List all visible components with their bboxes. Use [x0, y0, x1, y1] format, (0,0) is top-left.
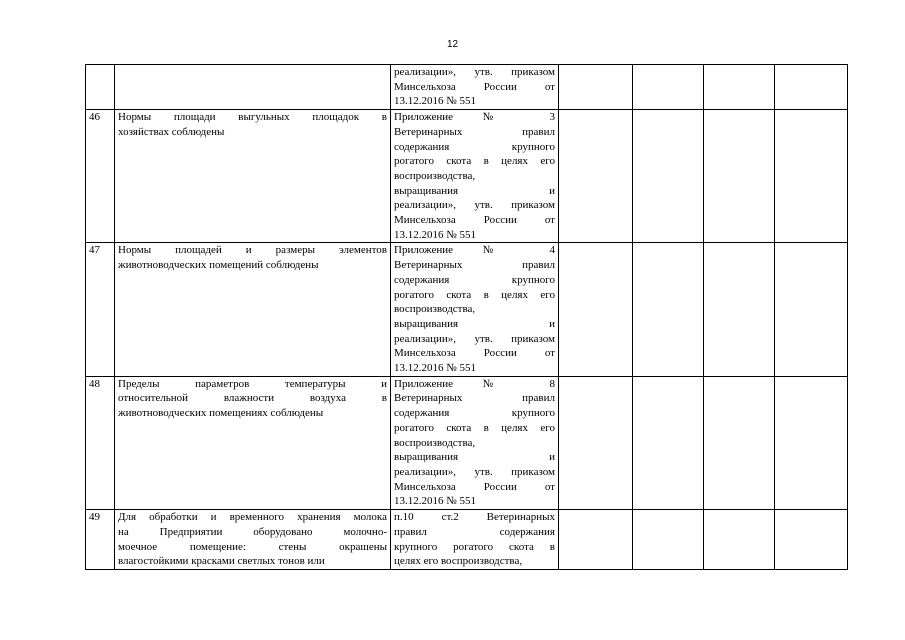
- table-row: [86, 243, 848, 376]
- document-cell-line: воспроизводства,: [394, 436, 476, 449]
- document-cell-line: рогатого скота в целях его: [394, 421, 555, 434]
- answer-cell[interactable]: [775, 376, 848, 509]
- answer-cell[interactable]: [704, 376, 775, 509]
- document-cell-line: Ветеринарных правил: [394, 125, 555, 138]
- answer-cell[interactable]: [775, 110, 848, 243]
- answer-cell[interactable]: [704, 65, 775, 110]
- document-cell: [391, 243, 559, 376]
- document-cell-line: целях его воспроизводства,: [394, 555, 523, 568]
- document-cell-line: рогатого скота в целях его: [394, 288, 555, 301]
- document-cell: [391, 110, 559, 243]
- requirement-cell-line: Нормы площадей и размеры элементов: [118, 244, 387, 257]
- requirement-cell: [115, 510, 391, 570]
- table-row: [86, 510, 848, 570]
- row-number-cell: 46: [86, 110, 115, 243]
- row-number-cell: [86, 65, 115, 110]
- checklist-body: [86, 65, 848, 570]
- document-cell-line: реализации», утв. приказом: [394, 66, 555, 78]
- answer-cell[interactable]: [775, 510, 848, 570]
- answer-cell[interactable]: [633, 65, 704, 110]
- document-cell-line: содержания крупного: [394, 273, 555, 286]
- document-cell-line: выращивания и: [394, 317, 555, 330]
- answer-cell[interactable]: [559, 243, 633, 376]
- document-cell-line: Приложение № 8: [394, 377, 555, 390]
- document-cell-line: Минсельхоза России от: [394, 80, 555, 93]
- answer-cell[interactable]: [633, 243, 704, 376]
- requirement-cell: [115, 243, 391, 376]
- document-cell-line: 13.12.2016 № 551: [394, 228, 476, 241]
- document-cell-line: реализации», утв. приказом: [394, 332, 555, 345]
- answer-cell[interactable]: [704, 110, 775, 243]
- requirement-cell-line: Пределы параметров температуры и: [118, 377, 387, 390]
- page-number: 12: [446, 39, 459, 50]
- document-cell-line: Ветеринарных правил: [394, 392, 555, 405]
- row-number-cell: 47: [86, 243, 115, 376]
- document-cell-line: содержания крупного: [394, 140, 555, 153]
- table-row: [86, 376, 848, 509]
- requirement-cell-line: Для обработки и временного хранения молока: [118, 511, 387, 524]
- document-cell-line: воспроизводства,: [394, 303, 476, 316]
- answer-cell[interactable]: [633, 510, 704, 570]
- document-cell-line: воспроизводства,: [394, 169, 476, 182]
- answer-cell[interactable]: [775, 243, 848, 376]
- requirement-cell-line: на Предприятии оборудовано молочно-: [118, 525, 387, 538]
- requirement-cell-line: Нормы площади выгульных площадок в: [118, 111, 387, 124]
- requirement-cell: [115, 65, 391, 110]
- document-cell-line: п.10 ст.2 Ветеринарных: [394, 511, 555, 524]
- document-cell-line: 13.12.2016 № 551: [394, 362, 476, 375]
- table-row: [86, 65, 848, 110]
- document-cell-line: Приложение № 4: [394, 244, 555, 257]
- answer-cell[interactable]: [559, 510, 633, 570]
- row-number-cell: 49: [86, 510, 115, 570]
- requirement-cell-line: влагостойкими красками светлых тонов или: [118, 555, 325, 568]
- document-cell-line: выращивания и: [394, 184, 555, 197]
- document-cell-line: 13.12.2016 № 551: [394, 495, 476, 508]
- answer-cell[interactable]: [704, 510, 775, 570]
- document-cell-line: Минсельхоза России от: [394, 347, 555, 360]
- document-cell-line: содержания крупного: [394, 407, 555, 420]
- requirement-cell-line: относительной влажности воздуха в: [118, 392, 387, 405]
- checklist-table: [85, 64, 848, 570]
- document-cell-line: 13.12.2016 № 551: [394, 95, 476, 108]
- table-row: [86, 110, 848, 243]
- document-cell: [391, 65, 559, 110]
- requirement-cell-line: животноводческих помещений соблюдены: [118, 259, 319, 272]
- document-cell: [391, 510, 559, 570]
- document-cell-line: реализации», утв. приказом: [394, 199, 555, 212]
- requirement-cell-line: моечное помещение: стены окрашены: [118, 540, 387, 553]
- row-number-cell: 48: [86, 376, 115, 509]
- document-cell-line: крупного рогатого скота в: [394, 540, 555, 553]
- document-cell-line: Минсельхоза России от: [394, 214, 555, 227]
- document-cell-line: Ветеринарных правил: [394, 259, 555, 272]
- answer-cell[interactable]: [559, 376, 633, 509]
- document-cell: [391, 376, 559, 509]
- document-cell-line: Приложение № 3: [394, 111, 555, 124]
- document-cell-line: выращивания и: [394, 451, 555, 464]
- answer-cell[interactable]: [633, 376, 704, 509]
- document-cell-line: Минсельхоза России от: [394, 480, 555, 493]
- answer-cell[interactable]: [633, 110, 704, 243]
- requirement-cell-line: хозяйствах соблюдены: [118, 125, 225, 138]
- answer-cell[interactable]: [704, 243, 775, 376]
- answer-cell[interactable]: [559, 110, 633, 243]
- document-cell-line: реализации», утв. приказом: [394, 465, 555, 478]
- document-cell-line: рогатого скота в целях его: [394, 155, 555, 168]
- answer-cell[interactable]: [775, 65, 848, 110]
- answer-cell[interactable]: [559, 65, 633, 110]
- requirement-cell-line: животноводческих помещениях соблюдены: [118, 407, 324, 420]
- requirement-cell: [115, 376, 391, 509]
- document-cell-line: правил содержания: [394, 525, 555, 538]
- requirement-cell: [115, 110, 391, 243]
